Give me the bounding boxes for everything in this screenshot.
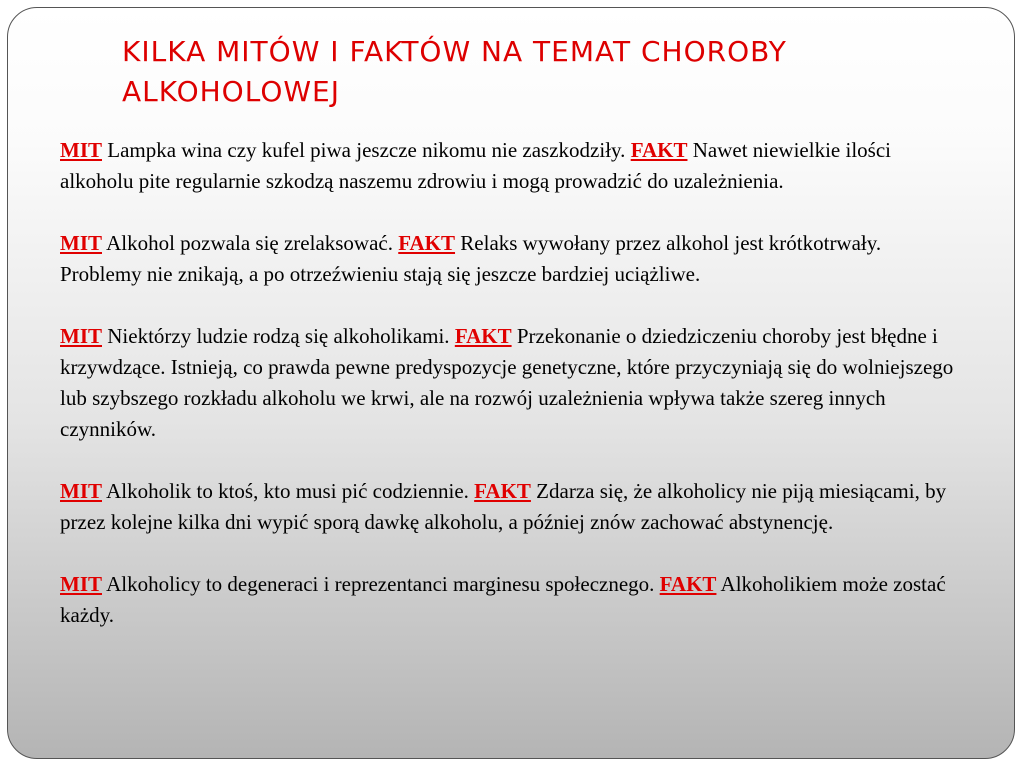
fact-label: FAKT xyxy=(474,479,531,503)
myth-text: Alkoholik to ktoś, kto musi pić codziennie. xyxy=(106,479,469,503)
myth-text: Alkohol pozwala się zrelaksować. xyxy=(106,231,393,255)
myth-label: MIT xyxy=(60,231,102,255)
fact-label: FAKT xyxy=(659,572,717,596)
myth-text: Lampka wina czy kufel piwa jeszcze nikomu nie zaszkodziły. xyxy=(107,138,626,162)
myth-fact-entry xyxy=(60,228,960,290)
myth-text: Niektórzy ludzie rodzą się alkoholikami. xyxy=(107,324,450,348)
fact-label: FAKT xyxy=(630,138,688,162)
fact-label: FAKT xyxy=(454,324,512,348)
myths-facts-list xyxy=(60,135,960,631)
myth-fact-entry xyxy=(60,569,960,631)
fact-text: Zdarza się, że alkoholicy nie piją miesiącami, by przez kolejne kilka dni wypić sporą dawkę alkoholu, a później znów zachować abstynencję. xyxy=(60,479,947,534)
slide-title xyxy=(122,32,882,112)
title-line-1: KILKA MITÓW I FAKTÓW NA TEMAT CHOROBY xyxy=(122,35,787,68)
myth-label: MIT xyxy=(60,572,102,596)
myth-label: MIT xyxy=(60,324,102,348)
title-line-2: ALKOHOLOWEJ xyxy=(122,75,340,108)
fact-label: FAKT xyxy=(398,231,456,255)
myth-fact-entry xyxy=(60,321,960,445)
myth-fact-entry xyxy=(60,476,960,538)
slide xyxy=(7,7,1015,759)
fact-text: Przekonanie o dziedziczeniu choroby jest błędne i krzywdzące. Istnieją, co prawda pewne predyspozycje genetyczne, które przyczyniają się do wolniejszego lub szybszego rozkładu alkoholu we krwi, ale na rozwój uzależnienia wpływa także szereg innych czynników. xyxy=(60,324,954,441)
myth-label: MIT xyxy=(60,138,102,162)
myth-fact-entry xyxy=(60,135,960,197)
myth-text: Alkoholicy to degeneraci i reprezentanci marginesu społecznego. xyxy=(106,572,655,596)
fact-text: Nawet niewielkie ilości alkoholu pite regularnie szkodzą naszemu zdrowiu i mogą prowadzić do uzależnienia. xyxy=(60,138,891,193)
fact-text: Alkoholikiem może zostać każdy. xyxy=(60,572,946,627)
myth-label: MIT xyxy=(60,479,102,503)
fact-text: Relaks wywołany przez alkohol jest krótkotrwały. Problemy nie znikają, a po otrzeźwieniu stają się jeszcze bardziej uciążliwe. xyxy=(60,231,882,286)
